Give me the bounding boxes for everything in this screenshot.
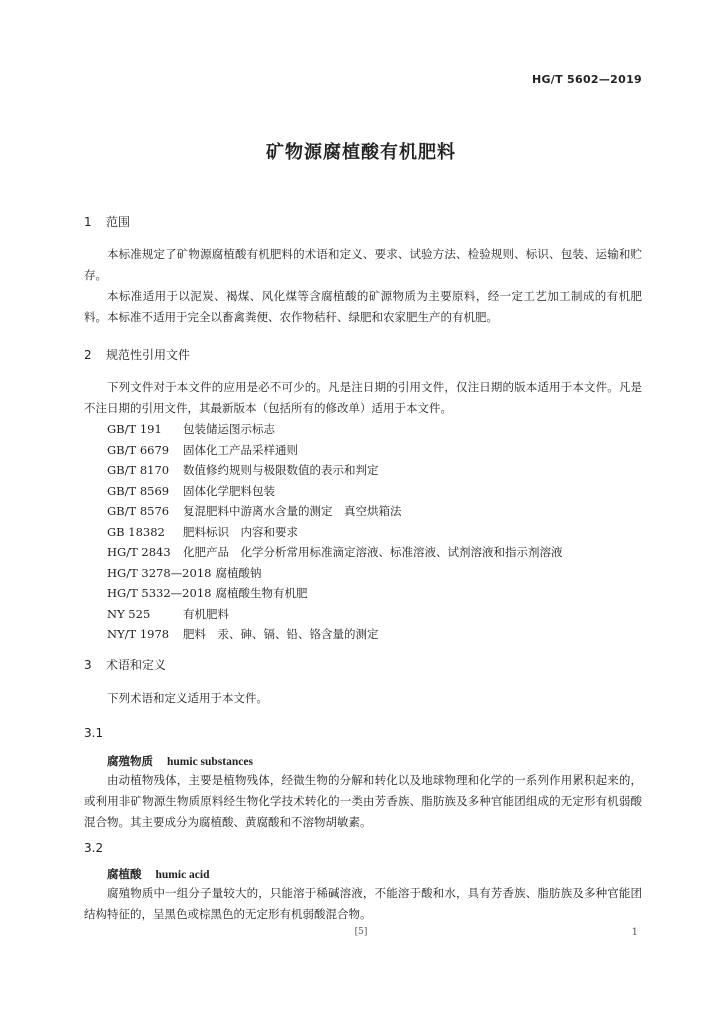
scope-paragraph-1: 本标准规定了矿物源腐植酸有机肥料的术语和定义、要求、试验方法、检验规则、标识、包装、运输和贮存。 (84, 247, 642, 282)
reference-code: NY 525 (107, 606, 151, 621)
reference-item (107, 460, 563, 481)
reference-item (107, 419, 563, 440)
term-zh: 腐殖物质 (107, 754, 153, 768)
section-title: 术语和定义 (106, 658, 167, 672)
reference-code: HG/T 2843 (107, 545, 171, 559)
reference-code: GB/T 8170 (107, 463, 170, 477)
section-title: 规范性引用文件 (106, 348, 191, 362)
reference-title: 固体化学肥料包装 (183, 483, 275, 498)
reference-title: 有机肥料 (183, 606, 229, 621)
section-number: 3 (84, 658, 92, 672)
section-number: 2 (84, 348, 92, 362)
section-title: 范围 (106, 215, 131, 229)
reference-code: GB/T 8576 (107, 504, 170, 518)
reference-item (107, 624, 563, 645)
reference-code: HG/T 5332—2018 (107, 586, 212, 600)
terms-intro: 下列术语和定义适用于本文件。 (107, 691, 268, 705)
section-2-heading (84, 346, 190, 363)
reference-title: 化肥产品 化学分析常用标准滴定溶液、标准溶液、试剂溶液和指示剂溶液 (183, 545, 563, 559)
reference-title: 复混肥料中游离水含量的测定 真空烘箱法 (183, 504, 402, 518)
reference-code: HG/T 3278—2018 (107, 565, 212, 580)
section-1-heading (84, 213, 130, 230)
reference-code: GB/T 6679 (107, 442, 170, 457)
reference-list (107, 419, 563, 645)
section-number: 1 (84, 215, 92, 229)
reference-title: 包装储运图示标志 (183, 422, 275, 436)
reference-item (107, 542, 563, 563)
reference-title: 数值修约规则与极限数值的表示和判定 (183, 463, 379, 477)
term-heading (107, 866, 210, 882)
reference-item (107, 501, 563, 522)
footer-marker: [5] (354, 927, 368, 937)
reference-code: GB/T 8569 (107, 483, 170, 498)
term-definition: 由动植物残体，主要是植物残体，经微生物的分解和转化以及地球物理和化学的一系列作用累积起来的，或利用非矿物源生物质原料经生物化学技术转化的一类由芳香族、脂肪族及多种官能团组成的无定形有机弱酸混合物。其主要成分为腐植酸、黄腐酸和不溶物胡敏素。 (84, 773, 642, 829)
normative-intro: 下列文件对于本文件的应用是必不可少的。凡是注日期的引用文件，仅注日期的版本适用于本文件。凡是不注日期的引用文件，其最新版本（包括所有的修改单）适用于本文件。 (84, 380, 642, 415)
term-en: humic acid (155, 869, 210, 881)
term-number: 3.2 (84, 841, 104, 855)
section-3-heading (84, 656, 166, 673)
page-number: 1 (631, 927, 638, 938)
reference-title: 固体化工产品采样通则 (183, 442, 298, 457)
reference-code: GB 18382 (107, 524, 165, 539)
reference-title: 腐植酸生物有机肥 (215, 586, 308, 600)
term-number: 3.1 (84, 726, 104, 740)
term-heading (107, 753, 253, 769)
reference-title: 腐植酸钠 (215, 565, 262, 580)
reference-title: 肥料标识 内容和要求 (183, 524, 298, 539)
reference-item (107, 583, 563, 604)
reference-code: GB/T 191 (107, 422, 162, 436)
reference-item (107, 481, 563, 502)
reference-item (107, 440, 563, 461)
scope-paragraph-2: 本标准适用于以泥炭、褐煤、风化煤等含腐植酸的矿源物质为主要原料，经一定工艺加工制成的有机肥料。本标准不适用于完全以畜禽粪便、农作物秸秆、绿肥和农家肥生产的有机肥。 (84, 289, 642, 324)
reference-item (107, 563, 563, 584)
document-title: 矿物源腐植酸有机肥料 (266, 142, 456, 163)
reference-code: NY/T 1978 (107, 627, 170, 641)
standard-code: HG/T 5602—2019 (531, 73, 642, 86)
term-zh: 腐植酸 (107, 867, 142, 881)
reference-item (107, 604, 563, 625)
term-definition: 腐殖物质中一组分子量较大的，只能溶于稀碱溶液，不能溶于酸和水，具有芳香族、脂肪族及多种官能团结构特征的，呈黑色或棕黑色的无定形有机弱酸混合物。 (84, 886, 642, 921)
term-en: humic substances (167, 756, 253, 768)
reference-item (107, 522, 563, 543)
reference-title: 肥料 汞、砷、镉、铅、铬含量的测定 (183, 627, 379, 641)
